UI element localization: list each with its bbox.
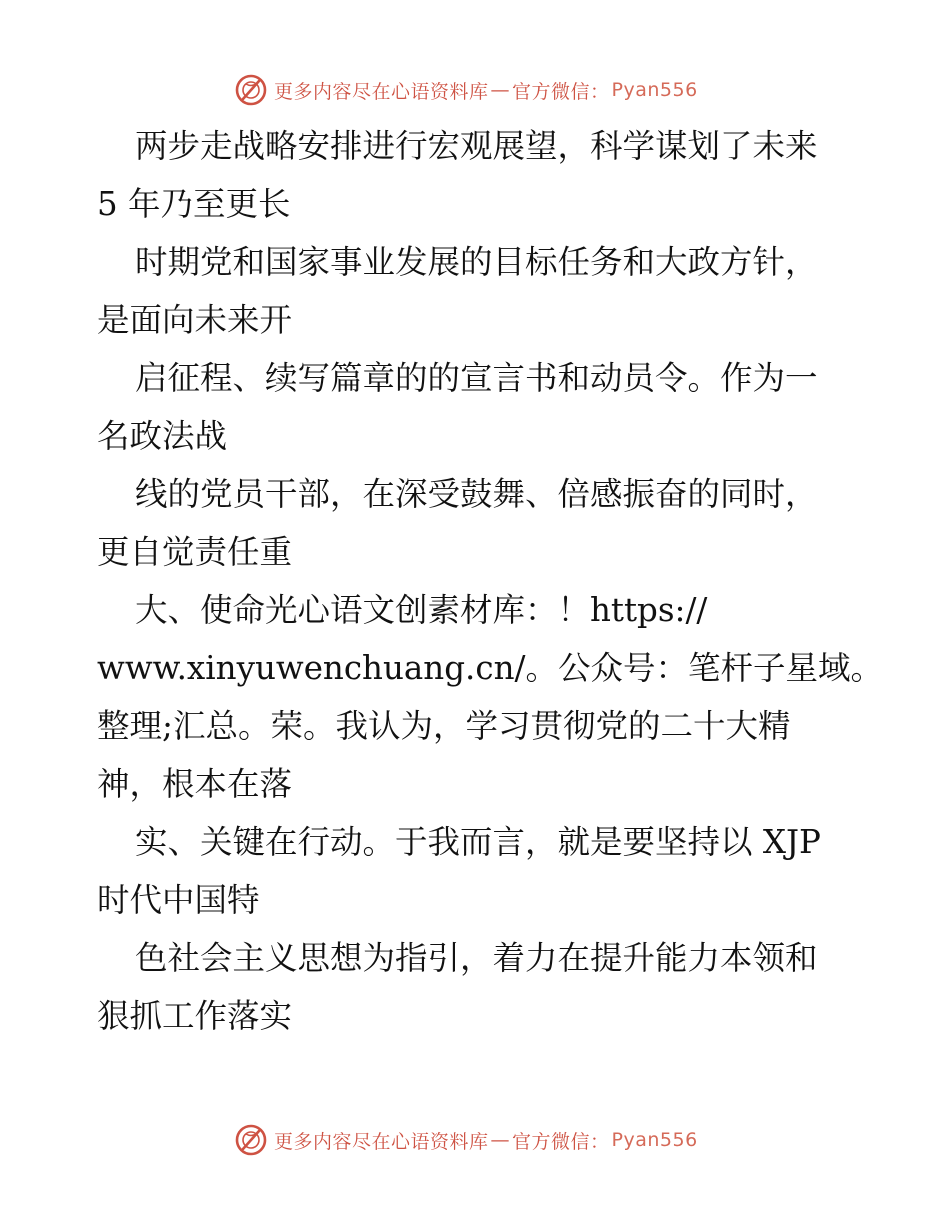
watermark-wechat-id: Pyan556 [611, 79, 698, 101]
watermark-text: 更多内容尽在心语资料库 [274, 80, 489, 103]
body-line: 启征程、续写篇章的的宣言书和动员令。作为一 [135, 359, 818, 397]
body-line: 神，根本在落 [97, 765, 293, 803]
body-line: 时代中国特 [97, 881, 260, 919]
seal-logo-icon [234, 1123, 268, 1157]
seal-logo-icon [234, 73, 268, 107]
body-line: 色社会主义思想为指引，着力在提升能力本领和 [135, 939, 818, 977]
body-line: 狠抓工作落实 [97, 997, 293, 1035]
body-line: 是面向未来开 [97, 301, 293, 339]
watermark-wechat-id: Pyan556 [611, 1129, 698, 1151]
body-line: 大、使命光心语文创素材库：！https:// [135, 591, 708, 629]
body-line: 线的党员干部，在深受鼓舞、倍感振奋的同时， [135, 475, 818, 513]
watermark-wechat-label: 官方微信： [512, 80, 610, 103]
document-body [97, 117, 883, 1045]
watermark-text: 更多内容尽在心语资料库 [274, 1130, 489, 1153]
body-line: 时期党和国家事业发展的目标任务和大政方针， [135, 243, 818, 281]
body-line: 整理;汇总。荣。我认为，学习贯彻党的二十大精 [97, 707, 791, 745]
watermark-separator: — [490, 79, 511, 101]
watermark-separator: — [490, 1129, 511, 1151]
watermark-wechat-label: 官方微信： [512, 1130, 610, 1153]
body-line: www.xinyuwenchuang.cn/。公众号：笔杆子星域。 [97, 649, 883, 687]
body-line: 5 年乃至更长 [97, 185, 291, 223]
body-line: 名政法战 [97, 417, 228, 455]
header-watermark [234, 72, 698, 108]
body-line: 实、关键在行动。于我而言，就是要坚持以 XJP [135, 823, 821, 861]
body-line: 更自觉责任重 [97, 533, 293, 571]
footer-watermark [234, 1122, 698, 1158]
body-line: 两步走战略安排进行宏观展望，科学谋划了未来 [135, 127, 818, 165]
